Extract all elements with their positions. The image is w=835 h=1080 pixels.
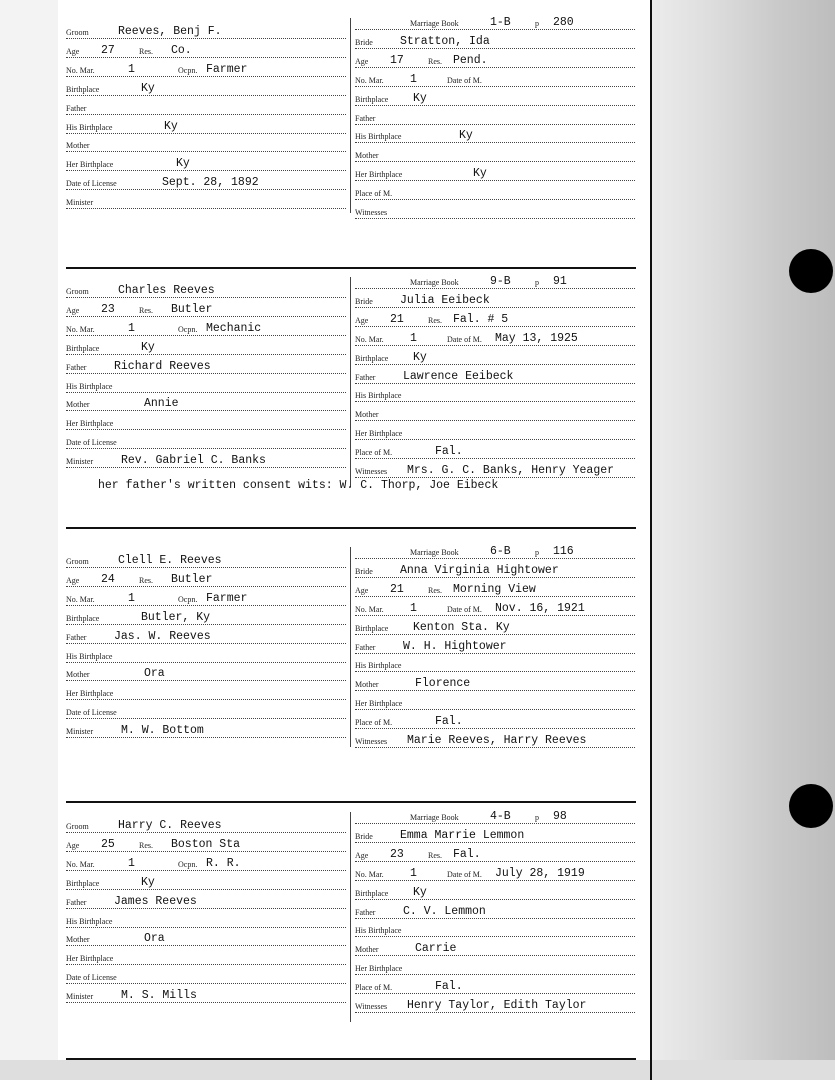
bride-father-value: Lawrence Eeibeck [403,369,514,383]
minister-value: M. W. Bottom [121,724,204,738]
groom-her-birthplace-label: Her Birthplace [66,954,114,964]
minister-row [66,987,346,1003]
groom-no-mar-row [66,61,346,77]
bride-her-birthplace-row [355,424,635,440]
bride-no-mar-row [355,330,635,346]
column-divider [350,18,351,213]
witnesses-row [355,732,635,748]
witnesses-row [355,203,635,219]
groom-no-mar-label: No. Mar. [66,324,95,334]
bride-age-label: Age [355,850,369,860]
marriage-book-page-label: p [535,813,539,822]
bride-no-mar-label: No. Mar. [355,604,384,614]
bride-mother-value: Florence [415,677,471,691]
bride-label: Bride [355,831,373,841]
groom-no-mar-value: 1 [128,321,135,335]
groom-row [66,23,346,39]
bride-father-label: Father [355,642,376,652]
bride-his-birthplace-label: His Birthplace [355,661,402,671]
bride-mother-label: Mother [355,410,379,420]
groom-her-birthplace-row [66,949,346,965]
witnesses-value: Henry Taylor, Edith Taylor [407,999,587,1012]
groom-ocpn-label: Ocpn. [178,324,198,334]
groom-name-value: Clell E. Reeves [118,554,222,567]
minister-row [66,452,346,468]
bride-birthplace-value: Kenton Sta. Ky [413,620,510,634]
bride-birthplace-label: Birthplace [355,888,389,898]
groom-mother-label: Mother [66,670,90,680]
groom-her-birthplace-row [66,684,346,700]
bride-label: Bride [355,566,373,576]
bride-her-birthplace-row [355,694,635,710]
bride-father-value: W. H. Hightower [403,639,507,653]
groom-father-value: Jas. W. Reeves [114,629,211,643]
column-divider [350,277,351,487]
groom-res-value: Butler [171,572,213,586]
date-of-license-label: Date of License [66,973,117,983]
bride-birthplace-label: Birthplace [355,623,389,633]
witnesses-value: Marie Reeves, Harry Reeves [407,734,587,747]
groom-age-row [66,301,346,317]
groom-his-birthplace-label: His Birthplace [66,381,113,391]
marriage-book-value: 4-B [490,810,511,823]
date-of-license-row [66,968,346,984]
groom-birthplace-value: Ky [141,340,155,354]
marriage-record-card [0,18,650,258]
bride-age-row [355,581,635,597]
groom-ocpn-label: Ocpn. [178,594,198,604]
groom-birthplace-label: Birthplace [66,343,100,353]
bride-father-row [355,638,635,654]
groom-his-birthplace-row [66,118,346,134]
groom-her-birthplace-label: Her Birthplace [66,160,114,170]
bride-mother-row [355,940,635,956]
bride-her-birthplace-label: Her Birthplace [355,699,403,709]
groom-birthplace-row [66,609,346,625]
date-of-marriage-label: Date of M. [447,869,482,879]
column-divider [350,812,351,1022]
groom-father-label: Father [66,897,87,907]
marriage-book-value: 1-B [490,16,511,29]
bride-father-label: Father [355,113,376,123]
punch-hole-top [789,249,833,293]
bride-age-value: 21 [390,582,404,596]
groom-res-label: Res. [139,840,153,850]
groom-no-mar-value: 1 [128,856,135,870]
bride-res-value: Morning View [453,582,536,596]
witnesses-label: Witnesses [355,467,388,476]
groom-age-label: Age [66,575,80,585]
groom-ocpn-value: Mechanic [206,321,262,335]
groom-mother-row [66,136,346,152]
groom-father-row [66,358,346,374]
groom-mother-label: Mother [66,141,90,151]
groom-her-birthplace-row [66,414,346,430]
groom-mother-value: Annie [144,397,179,411]
bride-no-mar-label: No. Mar. [355,869,384,879]
scan-margin-bottom [0,1060,835,1080]
minister-label: Minister [66,992,94,1002]
bride-row [355,562,635,578]
groom-birthplace-value: Ky [141,81,155,95]
scan-margin-right [652,0,835,1080]
place-of-marriage-value: Fal. [435,980,463,994]
groom-mother-row [66,930,346,946]
minister-label: Minister [66,457,94,467]
bride-her-birthplace-label: Her Birthplace [355,170,403,180]
groom-no-mar-value: 1 [128,591,135,605]
place-of-marriage-label: Place of M. [355,983,393,993]
marriage-book-page-label: p [535,278,539,287]
bride-his-birthplace-row [355,921,635,937]
groom-his-birthplace-row [66,912,346,928]
groom-res-label: Res. [139,305,153,315]
bride-age-value: 23 [390,847,404,861]
bride-no-mar-row [355,71,635,87]
date-of-license-row [66,174,346,190]
bride-birthplace-label: Birthplace [355,353,389,363]
groom-mother-value: Ora [144,932,165,946]
date-of-license-label: Date of License [66,179,117,189]
bride-mother-value: Carrie [415,942,457,956]
groom-birthplace-value: Butler, Ky [141,610,211,624]
marriage-book-label: Marriage Book [410,548,459,557]
groom-mother-row [66,665,346,681]
bride-res-label: Res. [428,850,442,860]
bride-birthplace-row [355,619,635,635]
groom-age-label: Age [66,840,80,850]
bride-her-birthplace-row [355,165,635,181]
place-of-marriage-label: Place of M. [355,448,393,458]
groom-birthplace-label: Birthplace [66,878,100,888]
bride-birthplace-label: Birthplace [355,94,389,104]
bride-age-label: Age [355,315,369,325]
bride-res-value: Fal. # 5 [453,312,509,326]
bride-age-value: 17 [390,53,404,67]
bride-name-value: Julia Eeibeck [400,293,490,307]
groom-birthplace-value: Ky [141,875,155,889]
bride-birthplace-value: Ky [413,350,427,364]
groom-res-value: Butler [171,302,213,316]
date-of-license-row [66,433,346,449]
marriage-book-page-value: 116 [553,545,574,558]
minister-row [66,193,346,209]
place-of-marriage-row [355,978,635,994]
marriage-book-row [355,808,635,824]
place-of-marriage-label: Place of M. [355,189,393,199]
groom-his-birthplace-row [66,377,346,393]
bride-his-birthplace-row [355,127,635,143]
groom-father-row [66,628,346,644]
groom-no-mar-row [66,855,346,871]
bride-name-value: Stratton, Ida [400,34,490,48]
groom-label: Groom [66,822,89,831]
groom-no-mar-label: No. Mar. [66,65,95,75]
marriage-book-value: 6-B [490,545,511,558]
marriage-book-page-label: p [535,548,539,557]
groom-birthplace-row [66,80,346,96]
groom-res-label: Res. [139,46,153,56]
bride-father-row [355,368,635,384]
record-separator [66,801,636,803]
bride-mother-label: Mother [355,945,379,955]
bride-mother-label: Mother [355,680,379,690]
groom-age-row [66,836,346,852]
date-of-license-label: Date of License [66,438,117,448]
bride-age-row [355,311,635,327]
bride-age-label: Age [355,585,369,595]
date-of-license-value: Sept. 28, 1892 [162,176,259,190]
groom-father-label: Father [66,103,87,113]
bride-father-label: Father [355,907,376,917]
place-of-marriage-row [355,713,635,729]
bride-age-row [355,846,635,862]
bride-his-birthplace-label: His Birthplace [355,132,402,142]
marriage-record-card [0,547,650,787]
column-divider [350,547,351,747]
bride-age-value: 21 [390,312,404,326]
bride-his-birthplace-label: His Birthplace [355,391,402,401]
groom-mother-value: Ora [144,667,165,681]
groom-no-mar-label: No. Mar. [66,859,95,869]
bride-row [355,33,635,49]
record-separator [66,527,636,529]
bride-res-label: Res. [428,585,442,595]
groom-res-label: Res. [139,575,153,585]
minister-value: Rev. Gabriel C. Banks [121,454,266,468]
groom-row [66,817,346,833]
bride-his-birthplace-label: His Birthplace [355,926,402,936]
bride-res-value: Pend. [453,53,488,67]
bride-her-birthplace-label: Her Birthplace [355,964,403,974]
groom-no-mar-value: 1 [128,62,135,76]
groom-father-value: James Reeves [114,894,197,908]
groom-her-birthplace-label: Her Birthplace [66,419,114,429]
marriage-book-page-label: p [535,19,539,28]
witnesses-value: Mrs. G. C. Banks, Henry Yeager [407,464,615,477]
groom-his-birthplace-label: His Birthplace [66,122,113,132]
groom-his-birthplace-label: His Birthplace [66,651,113,661]
groom-his-birthplace-row [66,647,346,663]
groom-birthplace-row [66,339,346,355]
groom-father-value: Richard Reeves [114,359,211,373]
marriage-record-card [0,277,650,517]
groom-ocpn-value: Farmer [206,62,248,76]
groom-res-value: Boston Sta [171,837,241,851]
bride-label: Bride [355,37,373,47]
witnesses-row [355,462,635,478]
groom-ocpn-value: Farmer [206,591,248,605]
witnesses-label: Witnesses [355,737,388,746]
record-note: her father's written consent wits: W. C. Thorp, Joe Eibeck [98,479,499,492]
marriage-book-page-value: 91 [553,275,567,288]
marriage-book-page-value: 98 [553,810,567,823]
groom-age-label: Age [66,305,80,315]
groom-ocpn-label: Ocpn. [178,65,198,75]
groom-label: Groom [66,557,89,566]
bride-no-mar-value: 1 [410,331,417,345]
groom-birthplace-row [66,874,346,890]
bride-row [355,827,635,843]
groom-her-birthplace-label: Her Birthplace [66,689,114,699]
bride-no-mar-label: No. Mar. [355,334,384,344]
groom-father-label: Father [66,362,87,372]
record-separator [66,267,636,269]
groom-birthplace-label: Birthplace [66,84,100,94]
groom-name-value: Charles Reeves [118,284,215,297]
groom-mother-label: Mother [66,935,90,945]
minister-label: Minister [66,198,94,208]
marriage-book-label: Marriage Book [410,278,459,287]
bride-no-mar-value: 1 [410,72,417,86]
groom-no-mar-label: No. Mar. [66,594,95,604]
bride-father-value: C. V. Lemmon [403,904,486,918]
bride-father-row [355,109,635,125]
bride-birthplace-row [355,90,635,106]
bride-father-row [355,903,635,919]
bride-father-label: Father [355,372,376,382]
groom-age-value: 25 [101,837,115,851]
bride-label: Bride [355,296,373,306]
bride-name-value: Emma Marrie Lemmon [400,828,525,842]
groom-birthplace-label: Birthplace [66,613,100,623]
groom-label: Groom [66,28,89,37]
bride-mother-label: Mother [355,151,379,161]
bride-mother-row [355,675,635,691]
groom-ocpn-label: Ocpn. [178,859,198,869]
marriage-record-card [0,812,650,1052]
bride-his-birthplace-row [355,656,635,672]
page-edge-line [650,0,652,1080]
bride-res-label: Res. [428,56,442,66]
date-of-marriage-value: Nov. 16, 1921 [495,601,585,615]
bride-name-value: Anna Virginia Hightower [400,563,559,577]
marriage-book-row [355,273,635,289]
bride-no-mar-value: 1 [410,601,417,615]
witnesses-label: Witnesses [355,1002,388,1011]
bride-birthplace-row [355,349,635,365]
groom-her-birthplace-value: Ky [176,157,190,171]
marriage-book-value: 9-B [490,275,511,288]
place-of-marriage-label: Place of M. [355,718,393,728]
marriage-book-row [355,543,635,559]
bride-birthplace-value: Ky [413,885,427,899]
date-of-marriage-value: July 28, 1919 [495,866,585,880]
groom-age-row [66,42,346,58]
groom-no-mar-row [66,320,346,336]
minister-row [66,722,346,738]
bride-mother-row [355,405,635,421]
groom-label: Groom [66,287,89,296]
date-of-marriage-label: Date of M. [447,604,482,614]
witnesses-row [355,997,635,1013]
bride-no-mar-row [355,600,635,616]
bride-no-mar-label: No. Mar. [355,75,384,85]
groom-row [66,282,346,298]
groom-res-value: Co. [171,43,192,57]
groom-father-label: Father [66,632,87,642]
bride-her-birthplace-value: Ky [473,167,487,181]
marriage-book-page-value: 280 [553,16,574,29]
bride-his-birthplace-value: Ky [459,129,473,143]
groom-age-label: Age [66,46,80,56]
groom-father-row [66,99,346,115]
groom-ocpn-value: R. R. [206,856,241,870]
place-of-marriage-value: Fal. [435,445,463,459]
groom-father-row [66,893,346,909]
groom-his-birthplace-label: His Birthplace [66,916,113,926]
date-of-license-label: Date of License [66,708,117,718]
marriage-book-label: Marriage Book [410,813,459,822]
marriage-book-row [355,14,635,30]
bride-no-mar-value: 1 [410,866,417,880]
minister-label: Minister [66,727,94,737]
bride-mother-row [355,146,635,162]
minister-value: M. S. Mills [121,989,197,1003]
bride-her-birthplace-label: Her Birthplace [355,429,403,439]
groom-age-value: 24 [101,572,115,586]
groom-age-value: 27 [101,43,115,57]
groom-his-birthplace-value: Ky [164,119,178,133]
punch-hole-bottom [789,784,833,828]
groom-mother-row [66,395,346,411]
bride-age-label: Age [355,56,369,66]
bride-his-birthplace-row [355,386,635,402]
date-of-marriage-label: Date of M. [447,334,482,344]
groom-no-mar-row [66,590,346,606]
bride-res-value: Fal. [453,847,481,861]
date-of-marriage-label: Date of M. [447,75,482,85]
witnesses-label: Witnesses [355,208,388,217]
groom-her-birthplace-row [66,155,346,171]
bride-birthplace-value: Ky [413,91,427,105]
bride-no-mar-row [355,865,635,881]
groom-age-value: 23 [101,302,115,316]
groom-row [66,552,346,568]
bride-row [355,292,635,308]
bride-her-birthplace-row [355,959,635,975]
date-of-marriage-value: May 13, 1925 [495,331,578,345]
place-of-marriage-row [355,443,635,459]
bride-age-row [355,52,635,68]
groom-age-row [66,571,346,587]
marriage-book-label: Marriage Book [410,19,459,28]
bride-res-label: Res. [428,315,442,325]
groom-name-value: Harry C. Reeves [118,819,222,832]
record-separator [66,1058,636,1060]
place-of-marriage-row [355,184,635,200]
groom-name-value: Reeves, Benj F. [118,25,222,38]
groom-mother-label: Mother [66,400,90,410]
place-of-marriage-value: Fal. [435,715,463,729]
date-of-license-row [66,703,346,719]
bride-birthplace-row [355,884,635,900]
